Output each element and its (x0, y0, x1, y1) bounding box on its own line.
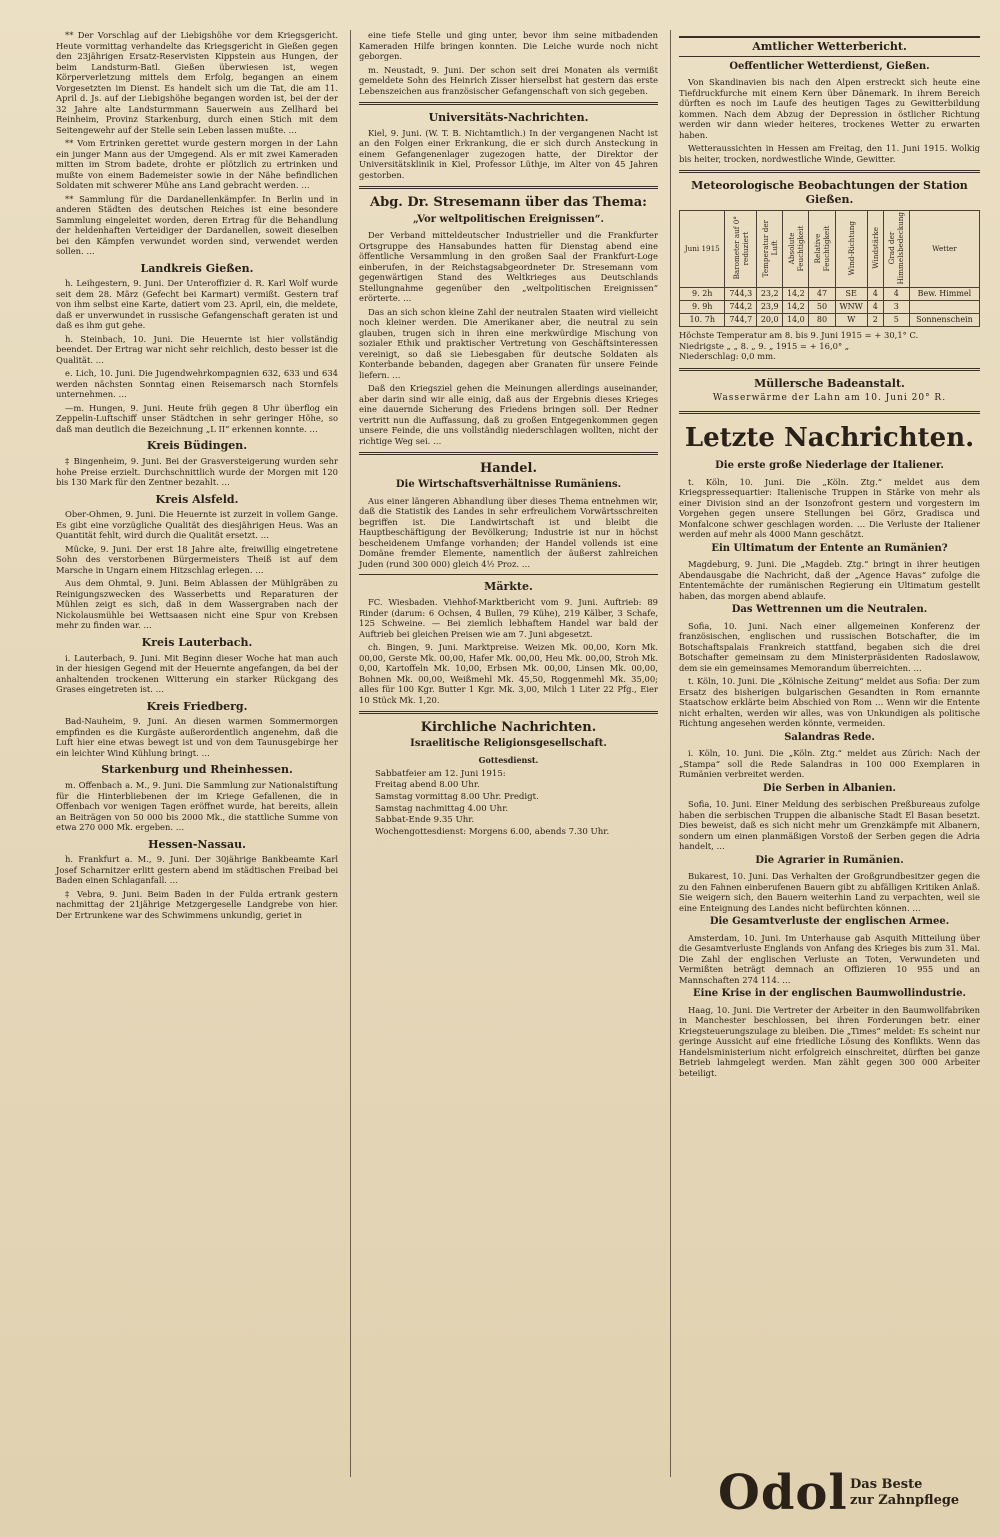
heading-hessen-nassau: Hessen-Nassau. (148, 837, 246, 851)
meteo-cell: 3 (883, 301, 909, 314)
article-stresemann-1: Der Verband mitteldeutscher Industrieller und die Frankfurter Ortsgruppe des Hansabundes hatten für Dienstag abend eine öffentliche Versammlung in den großen Saal der Frankfurt-Loge einberufen, in der Reichstagsabgeordneter Dr. Stresemann vom gegenwärtigen Stand des Weltkrieges aus Deutschlands Stellungnahme gegenüber den „weltpolitischen Ereignissen“ erörterte. … (359, 230, 658, 303)
article-sammlung: ** Sammlung für die Dardanellenkämpfer. In Berlin und in anderen Städten des deutschen Reiches ist eine besondere Sammlung eingeleitet worden, deren Ertrag für die Behandlung der heldenhaften Verteidiger der Dardanellen, soweit dieselben bei den Kämpfen verwundet worden sind, verwendet werden sollen. … (56, 193, 338, 256)
article-wetteraussichten: Wetteraussichten in Hessen am Freitag, den 11. Juni 1915. Wolkig bis heiter, trocken, nordwestliche Winde, Gewitter. (679, 143, 980, 164)
meteo-cell: 744,2 (725, 301, 757, 314)
subheading-wettrennen: Das Wettrennen um die Neutralen. (731, 604, 928, 616)
article-verluste: Amsterdam, 10. Juni. Im Unterhause gab Asquith Mitteilung über die Gesamtverluste Englands von Anfang des Krieges bis zum 31. Mai. Die Zahl der englischen Verluste an Toten, Verwundeten und Vermißten beträgt demnach an Offizieren 10 955 und an Mannschaften 274 114. … (679, 932, 980, 985)
heading-kreis-alsfeld: Kreis Alsfeld. (155, 492, 239, 506)
article-lich: e. Lich, 10. Juni. Die Jugendwehrkompagnien 632, 633 und 634 werden nächsten Sonntag einen Reisemarsch nach Stornfels unternehmen. … (56, 368, 338, 400)
meteo-header-3: Absolute Feuchtigkeit (783, 210, 809, 287)
article-stresemann-3: Daß den Kriegsziel gehen die Meinungen allerdings auseinander, aber darin sind wir alle einig, daß aus der Ergebnis dieses Krieges eine dauernde Sicherung des Friedens bringen soll. Der Redner vertritt nun die Auffassung, daß zu großen Entgegenkommen gegen unsere Feinde, die uns vollständig niederschlagen wollten, nicht der richtige Weg sei. … (359, 383, 658, 446)
divider (359, 452, 658, 455)
subheading-salandra: Salandras Rede. (784, 731, 875, 743)
meteo-cell: 14,2 (783, 301, 809, 314)
service-samstag-vorm: Samstag vormittag 8.00 Uhr. Predigt. (375, 791, 539, 802)
article-isonzo: t. Köln, 10. Juni. Die „Köln. Ztg.“ meldet aus dem Kriegspressequartier: Italienische Truppen in Stärke von mehr als einer Division sind an der Isonzofront gestern und vorgestern im Vorgehen gegen unsere Stellungen bei Görz, Gradisca und Monfalcone schwer geschlagen worden. … Die Verluste der Italiener werden auf mehr als 4000 Mann geschätzt. (679, 476, 980, 540)
heading-kreis-buedingen: Kreis Büdingen. (146, 439, 248, 453)
meteo-cell: 2 (867, 314, 883, 327)
meteo-header-4: Relative Feuchtigkeit (809, 210, 835, 287)
heading-letzte-nachrichten: Letzte Nachrichten. (684, 422, 975, 453)
divider (679, 170, 980, 173)
article-lauterbach: i. Lauterbach, 9. Juni. Mit Beginn dieser Woche hat man auch in der hiesigen Gegend mit der Heuernte angefangen, da bei der anhaltenden trockenen Witterung ein starker Rückgang des Grases eingetreten ist. … (56, 652, 338, 694)
column-right (670, 30, 988, 1477)
divider (359, 711, 658, 714)
service-sabbat: Sabbatfeier am 12. Juni 1915: (375, 768, 506, 779)
meteo-cell: 744,7 (725, 314, 757, 327)
heading-landkreis-giessen: Landkreis Gießen. (140, 261, 254, 275)
article-bad-nauheim: Bad-Nauheim, 9. Juni. An diesen warmen Sommermorgen empfinden es die Kurgäste außerordentlich angenehm, daß die Luft hier eine etwas bewegt ist und von dem Taunusgebirge her ein leichter Wind Kühlung bringt. … (56, 716, 338, 758)
article-hungen: —m. Hungen, 9. Juni. Heute früh gegen 8 Uhr überflog ein Zeppelin-Luftschiff unser Städtchen in sehr geringer Höhe, so daß man deutlich die Bezeichnung „L II“ erkennen konnte. … (56, 402, 338, 434)
subheading-israelitisch: Israelitische Religionsgesellschaft. (410, 738, 607, 750)
meteo-row (680, 301, 980, 314)
divider (359, 186, 658, 189)
meteo-cell: 5 (883, 314, 909, 327)
divider (679, 368, 980, 371)
meteo-cell: 14,0 (783, 314, 809, 327)
meteo-header-1: Barometer auf 0° reduziert (725, 210, 757, 287)
heading-stresemann: Abg. Dr. Stresemann über das Thema: (370, 195, 647, 211)
odol-advertisement (700, 1465, 980, 1525)
meteo-cell: 4 (867, 301, 883, 314)
meteo-row (680, 314, 980, 327)
heading-kirche: Kirchliche Nachrichten. (420, 720, 597, 735)
heading-handel: Handel. (480, 461, 537, 476)
odol-tagline-2: zur Zahnpflege (850, 1492, 960, 1508)
meteo-cell: 9. 2h (680, 288, 725, 301)
meteo-header-6: Windstärke (867, 210, 883, 287)
subheading-gottesdienst: Gottesdienst. (478, 754, 539, 765)
article-offenbach: m. Offenbach a. M., 9. Juni. Die Sammlung zur Nationalstiftung für die Hinterbliebenen der im Kriege Gefallenen, die in Offenbach vor wenigen Tagen eröffnet wurde, hat bereits, allein an Beiträgen von 50 000 bis 2000 Mk., die stattliche Summe von etwa 270 000 Mk. ergeben. … (56, 780, 338, 832)
meteo-cell: 80 (809, 314, 835, 327)
article-koeln-sofia: t. Köln, 10. Juni. Die „Kölnische Zeitung“ meldet aus Sofia: Der zum Ersatz des bisherigen bulgarischen Gesandten in Rom ernannte Staatschow erklärte beim Abschied von Rom … Wenn wir die Entente nicht erhalten, werden wir alles, was von Unkundigen als politische Richtung angesehen werden könnte, vermeiden. (679, 676, 980, 729)
service-sabbat-ende: Sabbat-Ende 9.35 Uhr. (375, 815, 475, 826)
heading-universitaet: Universitäts-Nachrichten. (428, 111, 589, 124)
meteo-cell: Sonnenschein (909, 314, 979, 327)
subheading-agrarier: Die Agrarier in Rumänien. (755, 854, 904, 866)
meteo-max: Höchste Temperatur am 8. bis 9. Juni 1915 = + 30,1° C. (679, 330, 919, 341)
meteo-niederschlag: Niederschlag: 0,0 mm. (679, 351, 776, 362)
meteo-cell: Bew. Himmel (909, 288, 979, 301)
article-rumaenien-wirtschaft: Aus einer längeren Abhandlung über dieses Thema entnehmen wir, daß die Statistik des Landes in sehr erfreulichem Vorwärtsschreiten begriffen ist. Die Landwirtschaft ist und bleibt die Hauptbeschäftigung der Bevölkerung; Industrie ist nur in höchst bescheidenem Umfange vorhanden; der Handel vollends ist eine Domäne fremder Elemente, namentlich der äußerst zahlreichen Juden (rund 300 000) gleich 4½ Proz. … (359, 495, 658, 569)
meteo-cell: W (835, 314, 867, 327)
bad-temperatur: Wasserwärme der Lahn am 10. Juni 20° R. (712, 393, 947, 404)
heading-wetterbericht: Amtlicher Wetterbericht. (752, 40, 907, 53)
article-baumwolle: Haag, 10. Juni. Die Vertreter der Arbeiter in den Baumwollfabriken in Manchester beschlossen, bei ihren Forderungen betr. einer Kriegsteuerungszulage zu bleiben. Die „Times“ meldet: Es scheint nur geringe Aussicht auf eine friedliche Lösung des Konflikts. Wenn das Handelsministerium nicht erfolgreich einschreitet, dürften bei ganze Betrieb lahmgelegt werden. Man zählt gegen 300 000 Arbeiter beteiligt. (679, 1004, 980, 1078)
meteo-cell: 47 (809, 288, 835, 301)
meteo-cell: WNW (835, 301, 867, 314)
subheading-niederlage: Die erste große Niederlage der Italiener. (715, 460, 944, 472)
meteo-header-2: Temperatur der Luft (757, 210, 783, 287)
odol-tagline (850, 1477, 959, 1508)
heading-badeanstalt: Müllersche Badeanstalt. (754, 376, 905, 390)
article-kriegsgericht: ** Der Vorschlag auf der Liebigshöhe vor dem Kriegsgericht. Heute vormittag verhandelte das Kriegsgericht in Gießen gegen den 23jährigen Ersatz-Reservisten Kippstein aus Hungen, der beim Landsturm-Batl. Gießen überwiesen ist, wegen Körperverletzung mittels dem Erfolg, begangen an einem Vorgesetzten im Dienst. Es handelt sich um die Tat, die am 11. April d. Js. auf der Liebigshöhe begangen worden ist, bei der der 32 Jahre alte Landsturmmann Sauerwein aus Zellhard bei Reinheim, Provinz Starkenburg, durch einen Stich mit dem Seitengewehr auf der Stelle sein Leben lassen mußte. … (56, 30, 338, 135)
column-middle (350, 30, 666, 1477)
meteo-row (680, 288, 980, 301)
article-kiel: Kiel, 9. Juni. (W. T. B. Nichtamtlich.) In der vergangenen Nacht ist an den Folgen einer Erkrankung, die er sich durch Ansteckung in einem Gefangenenlager zugezogen hatte, der Direktor der Universitätsklinik in Kiel, Professor Lüthje, im Alter von 45 Jahren gestorben. (359, 127, 658, 180)
article-ultimatum: Magdeburg, 9. Juni. Die „Magdeb. Ztg.“ bringt in ihrer heutigen Abendausgabe die Nachricht, daß der „Agence Havas“ zufolge die Ententemächte der rumänischen Regierung ein Ultimatum gestellt haben, das morgen abend ablaufe. (679, 559, 980, 601)
meteo-cell: 20,0 (757, 314, 783, 327)
article-serben: Sofia, 10. Juni. Einer Meldung des serbischen Preßbureaus zufolge haben die serbischen Truppen die albanische Stadt El Basan besetzt. Dies beweist, daß es sich nicht mehr um Grenzkämpfe mit Albanern, sondern um einen planmäßigen Vorstoß der Serben gegen die Adria handelt, … (679, 799, 980, 852)
meteo-header-8: Wetter (909, 210, 979, 287)
meteo-cell: SE (835, 288, 867, 301)
article-neustadt: m. Neustadt, 9. Juni. Der schon seit drei Monaten als vermißt gemeldete Sohn des Heinrich Zisser hierselbst hat gestern das erste Lebenszeichen aus französischer Gefangenschaft von sich gegeben. (359, 64, 658, 96)
divider (679, 411, 980, 414)
article-agrarier: Bukarest, 10. Juni. Das Verhalten der Großgrundbesitzer gegen die zu den Fahnen einberufenen Bauern gibt zu abfälligen Kritiken Anlaß. Sie weigern sich, den Bauern weiterhin Land zu verpachten, weil sie eine Enteignung des Landes nicht befürchten können. … (679, 871, 980, 913)
article-bingen-markt: ch. Bingen, 9. Juni. Marktpreise. Weizen Mk. 00,00, Korn Mk. 00,00, Gerste Mk. 00,00, Hafer Mk. 00,00, Heu Mk. 00,00, Stroh Mk. 0,00, Kartoffeln Mk. 10,00, Erbsen Mk. 00,00, Linsen Mk. 00,00, Bohnen Mk. 00,00, Weißmehl Mk. 45,50, Roggenmehl Mk. 35,00; alles für 100 Kgr. Butter 1 Kgr. Mk. 3,00, Milch 1 Liter 22 Pfg., Eier 10 Stück Mk. 1,20. (359, 642, 658, 705)
article-vebra: ‡ Vebra, 9. Juni. Beim Baden in der Fulda ertrank gestern nachmittag der 21jährige Metzgergeselle Landgrebe von hier. Der Ertrunkene war des Schwimmens unkundig, geriet in (56, 888, 338, 920)
meteo-cell: 10. 7h (680, 314, 725, 327)
meteo-min: Niedrigste „ „ 8. „ 9. „ 1915 = + 16,0° „ (679, 340, 850, 351)
meteo-cell: 9. 9h (680, 301, 725, 314)
subheading-ultimatum: Ein Ultimatum der Entente an Rumänien? (711, 542, 948, 554)
article-sofia-1: Sofia, 10. Juni. Nach einer allgemeinen Konferenz der französischen, englischen und russischen Botschafter, die im Botschaftspalais Frankreich stattfand, begaben sich die drei Botschafter gemeinsam zu dem Ministerpräsidenten Radoslawow, dem sie ein gemeinsames Memorandum überreichten. … (679, 620, 980, 673)
odol-tagline-1: Das Beste (850, 1477, 923, 1492)
meteo-cell: 23,2 (757, 288, 783, 301)
meteo-cell: 23,9 (757, 301, 783, 314)
heading-kreis-lauterbach: Kreis Lauterbach. (141, 635, 253, 649)
article-bingenheim: ‡ Bingenheim, 9. Juni. Bei der Grasversteigerung wurden sehr hohe Preise erzielt. Durchschnittlich wurde der Morgen mit 120 bis 130 Mark für den Zentner bezahlt. … (56, 456, 338, 487)
meteo-header-0: Juni 1915 (680, 210, 725, 287)
article-muecke: Mücke, 9. Juni. Der erst 18 Jahre alte, freiwillig eingetretene Sohn des verstorbenen Bürgermeisters Theiß ist auf dem Marsche in Ungarn einem Hitzschlag erlegen. … (56, 543, 338, 575)
meteo-cell: 14,2 (783, 288, 809, 301)
subheading-baumwolle: Eine Krise in der englischen Baumwollindustrie. (693, 988, 966, 1000)
meteo-header-5: Wind-Richtung (835, 210, 867, 287)
subheading-wetterdienst: Oeffentlicher Wetterdienst, Gießen. (729, 60, 930, 72)
heading-maerkte: Märkte. (484, 580, 533, 594)
article-ober-ohmen: Ober-Ohmen, 9. Juni. Die Heuernte ist zurzeit in vollem Gange. Es gibt eine vorzügliche Qualität des diesjährigen Heus. Was an Quantität fehlt, wird durch die Qualität ersetzt. … (56, 509, 338, 541)
heading-meteo: Meteorologische Beobachtungen der Station Gießen. (691, 179, 968, 206)
meteo-cell: 4 (883, 288, 909, 301)
article-ertrinken: ** Vom Ertrinken gerettet wurde gestern morgen in der Lahn ein junger Mann aus der Umgegend. Als er mit zwei Kameraden mitten im Strom badete, drohte er plötzlich zu ertrinken und mußte von einem Bademeister sowie in der Nähe befindlichen Soldaten mit schwerer Mühe ans Land gebracht werden. … (56, 138, 338, 190)
article-wiesbaden-markt: FC. Wiesbaden. Viehhof-Marktbericht vom 9. Juni. Auftrieb: 89 Rinder (darum: 6 Ochsen, 4 Bullen, 79 Kühe), 219 Kälber, 3 Schafe, 125 Schweine. — Bei ziemlich lebhaftem Handel war bald der Auftrieb bei gleichen Preisen wie am 7. Juni abgesetzt. (359, 597, 658, 639)
divider (359, 574, 658, 575)
meteo-cell: 744,3 (725, 288, 757, 301)
service-woche: Wochengottesdienst: Morgens 6.00, abends 7.30 Uhr. (375, 826, 610, 837)
article-steinbach: h. Steinbach, 10. Juni. Die Heuernte ist hier vollständig beendet. Der Ertrag war nicht sehr reichlich, desto besser ist die Qualität. … (56, 333, 338, 365)
subheading-rumaenien: Die Wirtschaftsverhältnisse Rumäniens. (395, 479, 622, 491)
article-ohmtal: Aus dem Ohmtal, 9. Juni. Beim Ablassen der Mühlgräben zu Reinigungszwecken des Wasserbetts und Reparaturen der Mühlen zeigt es sich, daß in dem Wassergraben nach der Nickolausmühle bei Wettsaasen nicht eine Spur von Krebsen mehr zu finden war. … (56, 578, 338, 631)
meteo-table (679, 210, 980, 327)
service-samstag-nachm: Samstag nachmittag 4.00 Uhr. (375, 803, 509, 814)
meteo-header-7: Grad der Himmelsbedeckung (883, 210, 909, 287)
meteo-cell: 4 (867, 288, 883, 301)
service-freitag: Freitag abend 8.00 Uhr. (375, 780, 480, 791)
heading-kreis-friedberg: Kreis Friedberg. (146, 699, 248, 713)
heading-starkenburg: Starkenburg und Rheinhessen. (101, 763, 293, 777)
article-frankfurt: h. Frankfurt a. M., 9. Juni. Der 30jährige Bankbeamte Karl Josef Scharnitzer erlitt gestern abend im städtischen Freibad bei Baden einen Schlaganfall. … (56, 854, 338, 886)
meteo-cell: 50 (809, 301, 835, 314)
article-wetter: Von Skandinavien bis nach den Alpen erstreckt sich heute eine Tiefdruckfurche mit einem Kern über Dänemark. In ihrem Bereich dürften es noch im Laufe des heutigen Tages zu Gewitterbildung kommen. Nach dem Abzug der Depression in östlicher Richtung werden wir dann wieder heiteres, trockenes Wetter zu erwarten haben. (679, 77, 980, 140)
divider (359, 102, 658, 105)
subheading-stresemann: „Vor weltpolitischen Ereignissen“. (413, 213, 604, 225)
subheading-verluste: Die Gesamtverluste der englischen Armee. (709, 916, 950, 928)
meteo-cell (909, 301, 979, 314)
article-leihgestern: h. Leihgestern, 9. Juni. Der Unteroffizier d. R. Karl Wolf wurde seit dem 28. März (Gefecht bei Karmart) vermißt. Gestern traf von ihm selbst eine Karte, datiert vom 23. April, ein, die meldete, daß er unverwundet in russische Gefangenschaft geraten ist und daß es ihm gut gehe. (56, 278, 338, 331)
odol-logo: Odol (718, 1465, 848, 1521)
article-stresemann-2: Das an sich schon kleine Zahl der neutralen Staaten wird vielleicht noch kleiner werden. Die Amerikaner aber, die neutral zu sein glauben, trugen sich in ihren eine merkwürdige Mischung von sozialer Ethik und praktischer Vertretung von Geschäftsinteressen vereinigt, so daß sie Liebesgaben für deutsche Soldaten als Konterbande bebanden, dagegen aber Granaten für unsere Feinde liefern. … (359, 306, 658, 380)
subheading-serben: Die Serben in Albanien. (762, 782, 897, 794)
column-left (48, 30, 346, 1477)
article-vebra-cont: eine tiefe Stelle und ging unter, bevor ihm seine mitbadenden Kameraden Hilfe bringen konnten. Die Leiche wurde noch nicht geborgen. (359, 30, 658, 61)
article-salandra: i. Köln, 10. Juni. Die „Köln. Ztg.“ meldet aus Zürich: Nach der „Stampa“ soll die Rede Salandras in 100 000 Exemplaren in Rumänien verbreitet werden. (679, 748, 980, 780)
